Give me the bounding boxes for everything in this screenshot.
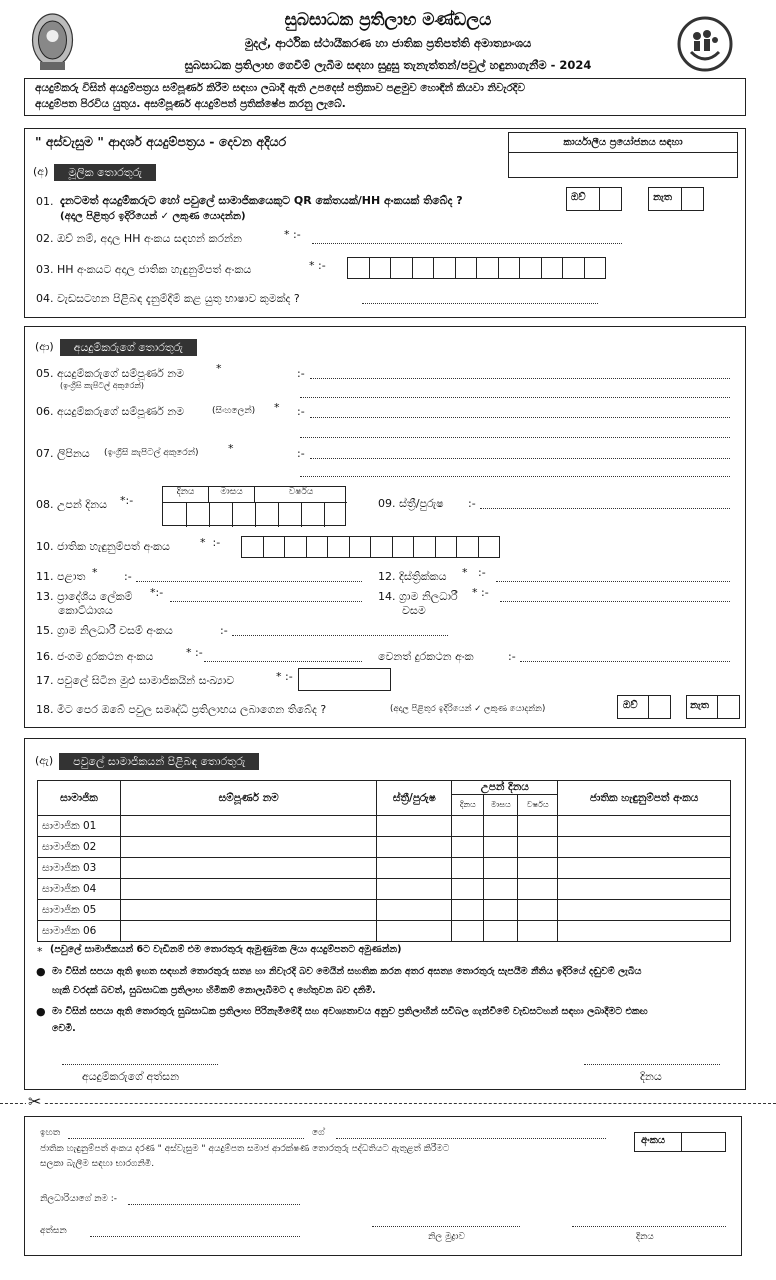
q03-nic-cells[interactable] xyxy=(348,257,606,279)
q12-input[interactable] xyxy=(496,581,730,582)
cut-line xyxy=(0,1103,776,1104)
q06-input-line-1[interactable] xyxy=(310,417,730,418)
q02-asterisk: * :- xyxy=(284,228,301,241)
official-seal-label: නිල මුද්‍රාව xyxy=(428,1232,465,1242)
member-label: සාමාජික 02 xyxy=(38,837,121,858)
member-label: සාමාජික 03 xyxy=(38,858,121,879)
q05-input-line-2[interactable] xyxy=(300,397,730,398)
receipt-number-box[interactable] xyxy=(634,1132,726,1152)
q06-asterisk: * xyxy=(274,401,280,414)
ministry-name: මුදල්, ආර්ථික ස්ථායීකරණ හා ජාතික ප්‍රතිපත්ති අමාත්‍යාංශය xyxy=(244,36,532,50)
receipt-signature-line[interactable] xyxy=(90,1236,300,1237)
officer-name-input[interactable] xyxy=(128,1204,300,1205)
section-ae-title: පවුලේ සාමාජිකයන් පිළිබඳ තොරතුරු xyxy=(59,753,259,770)
q01-no-option[interactable] xyxy=(648,187,704,211)
q05-sublabel: (ඉංග්‍රීසි කැපිටල් අකුරෙන්) xyxy=(60,381,145,390)
member-label: සාමාජික 01 xyxy=(38,816,121,837)
q14-input[interactable] xyxy=(500,601,730,602)
q16-label: 16. ජංගම දුරකථන අංකය xyxy=(36,650,154,663)
official-seal-line[interactable] xyxy=(372,1226,520,1227)
q18-no-label: නැත xyxy=(690,700,710,711)
instructions-line-2: අයදුම්පත පිරවිය යුතුය. අසම්පූර්ණ අයදුම්පත් ප්‍රතික්ෂේප කරනු ලැබේ. xyxy=(35,98,346,110)
q01-no-checkbox[interactable] xyxy=(681,187,704,211)
q06-input-line-2[interactable] xyxy=(300,437,730,438)
declaration-date-label: දිනය xyxy=(640,1070,662,1083)
table-row xyxy=(38,900,731,921)
receipt-number-label: අංකය xyxy=(641,1135,666,1146)
family-members-table xyxy=(37,780,731,942)
q11-label: 11. පළාත xyxy=(36,570,86,583)
declaration-1-line-2: හැකි වරදක් බවත්, සුබසාධක ප්‍රතිලාභ හිමිකම් නොලැබීමට ද හේතුවන බව දනිමි. xyxy=(52,985,376,996)
receipt-date-label: දිනය xyxy=(636,1232,654,1242)
q07-input-line-2[interactable] xyxy=(300,476,730,477)
col-member: සාමාජික xyxy=(38,781,121,816)
q18-yes-label: ඔව් xyxy=(623,700,638,711)
q16-other-label: වෙනත් දුරකථන අංක xyxy=(378,650,474,663)
dob-month-header xyxy=(209,487,255,503)
q18-yes-checkbox[interactable] xyxy=(648,695,671,719)
receipt-line-2: ජාතික හැඳුනුම්පත් අංකය දරණ " අස්වැසුම " අයදුම්පත සමාජ ආරක්ෂණ තොරතුරු පද්ධතියට ඇතුළත් කිරීමට xyxy=(40,1144,450,1154)
bullet-1: ● xyxy=(36,965,46,978)
section-a-title: මූලික තොරතුරු xyxy=(54,164,156,181)
q09-colon: :- xyxy=(468,497,476,510)
q18-note: (අදාල පිළිතුර ඉදිරියෙන් ✓ ලකුණ යොදන්න) xyxy=(390,704,546,714)
q07-sublabel: (ඉංග්‍රීසි කැපිටල් අකුරෙන්) xyxy=(104,448,199,458)
q01-label: දැනටමත් අයදුම්කරුට හෝ පවුලේ සාමාජිකයෙකුට QR කේතයක්/HH අංකයක් තිබේද ? xyxy=(60,194,463,207)
section-aa-title: අයදුම්කරුගේ තොරතුරු xyxy=(60,339,197,356)
col-dob-month: මාසය xyxy=(484,795,518,816)
scissors-icon: ✂ xyxy=(28,1092,42,1111)
q14-label-line-2: වසම xyxy=(402,604,426,617)
dob-year-label: වර්ෂය xyxy=(288,487,314,497)
q11-asterisk: * xyxy=(92,566,98,579)
q14-asterisk: * :- xyxy=(472,586,489,599)
q05-asterisk: * xyxy=(216,362,222,375)
q16-input[interactable] xyxy=(204,661,362,662)
q15-colon: :- xyxy=(220,624,228,637)
declaration-date-line[interactable] xyxy=(584,1064,720,1065)
member-label: සාමාජික 05 xyxy=(38,900,121,921)
q18-yes-option[interactable] xyxy=(617,695,671,719)
receipt-line-1-a: ඉහත xyxy=(40,1128,61,1138)
q06-sublabel: (සිංහලෙන්) xyxy=(212,406,256,416)
q09-input[interactable] xyxy=(480,508,730,509)
bullet-2: ● xyxy=(36,1005,46,1018)
declaration-1-line-1: මා විසින් සපයා ඇති ඉහත සඳහන් තොරතුරු සත්‍ය හා නිවැරදි බව මෙයින් සහතික කරන අතර අසත්‍ය තොරතුරු සැපයීම නීතිය ඉදිරියේ දඬුවම් ලැබිය xyxy=(52,966,642,977)
q02-label: 02. ඔව් නම්, අදාල HH අංකය සඳහන් කරන්න xyxy=(36,232,242,245)
member-label: සාමාජික 06 xyxy=(38,921,121,942)
q08-asterisk: *:- xyxy=(120,494,134,507)
q11-colon: :- xyxy=(124,570,132,583)
table-row xyxy=(38,858,731,879)
section-aa-heading xyxy=(35,338,197,356)
q06-label: 06. අයදුම්කරුගේ සම්පූර්ණ නම xyxy=(36,405,185,418)
q04-input[interactable] xyxy=(362,303,598,304)
dob-month-label: මාසය xyxy=(220,487,243,497)
q01-yes-label: ඔව් xyxy=(571,192,586,203)
q07-label: 07. ලිපිනය xyxy=(36,447,90,460)
q13-asterisk: *:- xyxy=(150,586,164,599)
q13-input[interactable] xyxy=(170,601,362,602)
col-dob-day: දිනය xyxy=(452,795,484,816)
applicant-signature-label: අයදුම්කරුගේ අත්සන xyxy=(82,1070,180,1083)
q07-colon: :- xyxy=(297,447,305,460)
q01-number: 01. xyxy=(36,195,54,208)
q05-colon: :- xyxy=(297,367,305,380)
declaration-2-line-1: මා විසින් සපයා ඇති තොරතුරු සුබසාධක ප්‍රතිලාභ පිරිනැමීමේදී සහ අවශ්‍යතාවය අනුව ප්‍රතිලාභීන් සවිබල ගැන්වීමේ වැඩසටහන් සඳහා ලබාදීමට එකඟ xyxy=(52,1006,648,1017)
section-aa-letter: (ආ) xyxy=(35,340,54,353)
q07-input-line-1[interactable] xyxy=(310,458,730,459)
officer-name-label: නිලධාරියාගේ නම :- xyxy=(40,1194,118,1204)
q13-label: 13. ප්‍රාදේශීය ලේකම් xyxy=(36,590,133,603)
form-title: " අස්වැසුම " ආදර්ශ අයදුම්පත්‍රය - දෙවන අදියර xyxy=(35,134,287,149)
q18-label: 18. මීට පෙර ඔබේ පවුල සමෘද්ධි ප්‍රතිලාභය ලබාගෙන තිබේද ? xyxy=(36,703,327,716)
q17-asterisk: * :- xyxy=(276,670,293,683)
col-gender: ස්ත්‍රී/පුරුෂ xyxy=(377,781,452,816)
q17-label: 17. පවුලේ සිටින මුළු සාමාජිකයින් සංඛ්‍යාව xyxy=(36,674,235,687)
q04-label: 04. වැඩසටහන පිළිබඳ දැනුම්දීම් කළ යුතු භාෂාව කුමක්ද ? xyxy=(36,292,300,305)
q11-input[interactable] xyxy=(136,581,362,582)
receipt-name-input[interactable] xyxy=(68,1138,304,1139)
member-label: සාමාජික 04 xyxy=(38,879,121,900)
form-main-title: සුබසාධක ප්‍රතිලාභ ගෙවීම් ලැබීම සඳහා සුදුසු තැනැත්තන්/පවුල් හඳුනාගැනීම - 2024 xyxy=(184,58,592,72)
q01-note: (අදාල පිළිතුර ඉදිරියෙන් ✓ ලකුණ යොදන්න) xyxy=(60,211,246,222)
members-note: (පවුලේ සාමාජිකයන් 6ට වැඩිනම් එම තොරතුරු ඇමුණුමක ලියා අයදුම්පතට අමුණන්න) xyxy=(50,944,402,955)
q03-asterisk: * :- xyxy=(309,259,326,272)
section-ae-heading xyxy=(35,752,259,770)
table-row xyxy=(38,879,731,900)
q15-label: 15. ග්‍රාම නිලධාරී වසම් අංකය xyxy=(36,624,173,637)
q01-yes-checkbox[interactable] xyxy=(599,187,622,211)
q16-other-colon: :- xyxy=(508,650,516,663)
q01-yes-option[interactable] xyxy=(566,187,622,211)
section-ae-letter: (ඇ) xyxy=(35,754,54,767)
col-dob: උපන් දිනය xyxy=(452,781,558,795)
dob-year-header xyxy=(255,487,347,503)
table-row xyxy=(38,816,731,837)
q12-asterisk: * :- xyxy=(462,566,486,579)
applicant-signature-line[interactable] xyxy=(62,1064,218,1065)
office-use-box xyxy=(508,132,738,178)
receipt-line-1-b: ගේ xyxy=(312,1128,325,1138)
q13-label-line-2: කොට්ඨාශය xyxy=(58,604,113,617)
board-name: සුබසාධක ප්‍රතිලාභ මණ්ඩලය xyxy=(284,10,492,30)
table-row xyxy=(38,837,731,858)
q14-label: 14. ග්‍රාම නිලධාරී xyxy=(378,590,458,603)
receipt-nic-input[interactable] xyxy=(336,1138,606,1139)
dob-day-header xyxy=(163,487,209,503)
note-asterisk: * xyxy=(37,945,43,958)
table-row xyxy=(38,921,731,942)
q05-input-line-1[interactable] xyxy=(310,378,730,379)
q16-asterisk: * :- xyxy=(186,646,203,659)
instructions-box xyxy=(24,78,746,116)
office-use-label: කාර්යාලීය ප්‍රයෝජනය සඳහා xyxy=(509,133,737,153)
q08-label: 08. උපන් දිනය xyxy=(36,498,107,511)
q01-no-label: නැත xyxy=(653,192,673,203)
q16-other-input[interactable] xyxy=(520,661,730,662)
dob-day-label: දිනය xyxy=(176,487,195,497)
receipt-line-3: සලකා බැලීම සඳහා භාරගනිමි. xyxy=(40,1159,155,1169)
section-a-heading xyxy=(33,163,156,181)
q12-label: 12. දිස්ත්‍රික්කය xyxy=(378,570,447,583)
col-nic: ජාතික හැඳුනුම්පත් අංකය xyxy=(558,781,731,816)
q02-input[interactable] xyxy=(312,243,622,244)
q10-label: 10. ජාතික හැඳුනුම්පත් අංකය xyxy=(36,540,170,553)
q06-colon: :- xyxy=(297,405,305,418)
q18-no-option[interactable] xyxy=(686,695,740,719)
q15-input[interactable] xyxy=(232,635,448,636)
col-dob-year: වර්ෂය xyxy=(518,795,558,816)
col-full-name: සම්පූර්ණ නම xyxy=(120,781,377,816)
receipt-date-line[interactable] xyxy=(572,1226,726,1227)
q10-nic-cells[interactable] xyxy=(242,536,500,558)
instructions-line-1: අයදුම්කරු විසින් අයදුම්පත්‍රය සම්පූර්ණ කිරීම සඳහා ලබාදී ඇති උපදෙස් පත්‍රිකාව පළමුව හොඳින් කියවා නිවැරදිව xyxy=(35,82,526,94)
declaration-2-line-2: වෙමි. xyxy=(52,1023,76,1034)
section-a-letter: (අ) xyxy=(33,165,49,178)
q09-label: 09. ස්ත්‍රී/පුරුෂ xyxy=(378,497,444,510)
q08-dob-grid[interactable] xyxy=(162,486,346,526)
q07-asterisk: * xyxy=(228,442,234,455)
q18-no-checkbox[interactable] xyxy=(717,695,740,719)
q17-input-box[interactable] xyxy=(298,668,391,691)
q03-label: 03. HH අංකයට අදාල ජාතික හැඳුනුම්පත් අංකය xyxy=(36,263,252,276)
q05-label: 05. අයදුම්කරුගේ සම්පූර්ණ නම xyxy=(36,367,185,380)
q10-asterisk: * :- xyxy=(200,536,221,549)
receipt-signature-label: අත්සන xyxy=(40,1226,67,1236)
